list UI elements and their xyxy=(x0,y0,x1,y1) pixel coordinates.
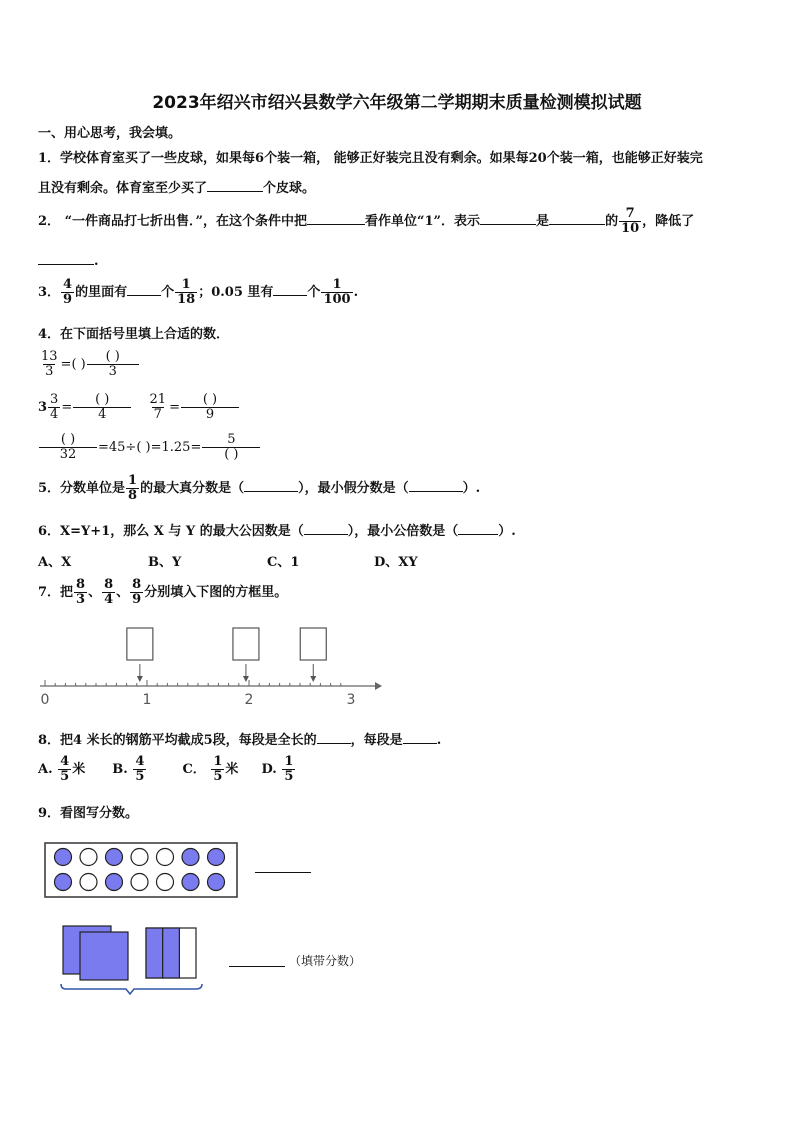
q3-text-a: 的里面有 xyxy=(75,285,128,300)
question-4: 4．在下面括号里填上合适的数． xyxy=(38,327,230,342)
filled-circle xyxy=(208,849,225,866)
filled-circle xyxy=(55,874,72,891)
q9-blank-1[interactable] xyxy=(255,872,311,873)
q3-text-d: 个 xyxy=(307,285,321,300)
q9-note: （填带分数） xyxy=(289,954,362,968)
q1-answer-blank[interactable] xyxy=(207,179,263,192)
pointer-arrow-head-icon xyxy=(243,676,249,682)
page-title: 2023年绍兴市绍兴县数学六年级第二学期期末质量检测模拟试题 xyxy=(152,93,642,113)
q4-row-1 xyxy=(38,350,140,379)
question-9: 9．看图写分数。 xyxy=(38,806,139,821)
answer-box-2[interactable] xyxy=(233,628,259,660)
q3-number: 3． xyxy=(38,285,61,300)
q4-r2-answer-frac-2[interactable]: $\frac{( )}{9}$ xyxy=(181,393,239,422)
number-line-figure xyxy=(30,620,390,710)
question-1-line2 xyxy=(38,177,315,196)
q7-fraction-2: $\frac{8}{4}$ xyxy=(104,577,114,607)
q3-blank-1[interactable] xyxy=(127,283,161,296)
section-heading: 一、用心思考，我会填。 xyxy=(38,126,182,141)
q4-r2-whole: 3 xyxy=(38,400,48,415)
q3-text-e: . xyxy=(353,285,359,300)
number-line-boxes xyxy=(127,628,326,682)
q4-r2-eq-2: = xyxy=(169,400,180,415)
q4-r1-eq: =( ) xyxy=(60,357,86,372)
empty-circle xyxy=(80,874,97,891)
q2-end: . xyxy=(94,254,99,269)
q4-r3-answer-frac[interactable]: $\frac{( )}{32}$ xyxy=(39,433,97,462)
answer-box-1[interactable] xyxy=(127,628,153,660)
tick-label-3: 3 xyxy=(346,692,356,708)
q8-option-d[interactable]: D. $\frac{1}{5}$ xyxy=(261,754,294,784)
tick-label-2: 2 xyxy=(244,692,254,708)
q3-blank-2[interactable] xyxy=(273,283,307,296)
q4-r2-frac-c: $\frac{21}{7}$ xyxy=(149,392,167,422)
q7-fraction-1: $\frac{8}{3}$ xyxy=(76,577,86,607)
question-6 xyxy=(38,520,516,539)
q5-text-b: 的最大真分数是（ xyxy=(140,481,245,496)
q1-text-a: 且没有剩余。体育室至少买了 xyxy=(38,181,208,196)
q2-text-a: 2． “一件商品打七折出售．”，在这个条件中把 xyxy=(38,214,308,229)
filled-circle xyxy=(106,874,123,891)
empty-circle xyxy=(131,849,148,866)
filled-circle xyxy=(106,849,123,866)
q8-blank-1[interactable] xyxy=(317,731,351,744)
q6-text-b: ），最小公倍数是（ xyxy=(347,524,459,539)
q2-text-c: 是 xyxy=(536,214,550,229)
partial-square-part-2 xyxy=(163,928,180,978)
brace-icon xyxy=(61,984,202,994)
q8-blank-2[interactable] xyxy=(403,731,437,744)
empty-circle xyxy=(131,874,148,891)
number-line-ticks xyxy=(45,680,341,686)
q2-text-e: ，降低了 xyxy=(642,214,695,229)
q3-text-b: 个 xyxy=(161,285,175,300)
question-5 xyxy=(38,474,480,503)
pointer-arrow-head-icon xyxy=(137,676,143,682)
tick-label-1: 1 xyxy=(142,692,152,708)
q2-blank-2[interactable] xyxy=(480,212,536,225)
q3-fraction-2: $\frac{1}{18}$ xyxy=(177,277,196,307)
q6-blank-1[interactable] xyxy=(304,522,348,535)
q7-sep-2: 、 xyxy=(116,585,130,600)
q5-text-c: ），最小假分数是（ xyxy=(298,481,409,496)
answer-box-3[interactable] xyxy=(300,628,326,660)
q4-r3-answer-frac-2[interactable]: $\frac{5}{( )}$ xyxy=(202,433,260,462)
q2-text-d: 的 xyxy=(605,214,619,229)
q6-option-c[interactable]: C、1 xyxy=(267,555,300,570)
q8-option-c[interactable]: C． $\frac{1}{5}$ 米 xyxy=(182,754,239,784)
q2-blank-1[interactable] xyxy=(307,212,365,225)
q6-text-c: ）. xyxy=(498,524,516,539)
empty-circle xyxy=(157,849,174,866)
partial-square-part-1 xyxy=(146,928,163,978)
q2-blank-4[interactable] xyxy=(38,252,94,265)
filled-circle xyxy=(182,849,199,866)
q5-blank-2[interactable] xyxy=(409,479,463,492)
q4-r1-frac: $\frac{13}{3}$ xyxy=(41,349,58,379)
q8-text-a: 8．把4 米长的钢筋平均截成5段，每段是全长的 xyxy=(38,733,317,748)
q8-text-c: . xyxy=(436,733,442,748)
q8-options xyxy=(38,755,296,784)
q4-row-2 xyxy=(38,393,240,422)
q3-fraction-3: $\frac{1}{100}$ xyxy=(323,277,351,307)
tick-label-0: 0 xyxy=(40,692,50,708)
filled-circle xyxy=(208,874,225,891)
q7-text-a: 7．把 xyxy=(38,585,74,600)
question-8 xyxy=(38,729,441,748)
q6-option-d[interactable]: D、XY xyxy=(374,555,418,570)
q2-blank-3[interactable] xyxy=(549,212,605,225)
q5-blank-1[interactable] xyxy=(244,479,298,492)
q3-text-c: ；0.05 里有 xyxy=(198,285,274,300)
whole-square-front xyxy=(80,932,128,980)
q7-fraction-3: $\frac{8}{9}$ xyxy=(132,577,142,607)
q6-option-a[interactable]: A、X xyxy=(38,555,72,570)
question-2 xyxy=(38,202,694,242)
number-line-arrow xyxy=(375,682,382,690)
q4-r3-mid: =45÷( )=1.25= xyxy=(98,440,202,455)
pointer-arrow-head-icon xyxy=(310,676,316,682)
question-2-line2 xyxy=(38,252,99,269)
square-pieces-figure xyxy=(56,922,206,998)
q4-r2-eq: = xyxy=(61,400,73,415)
q5-text-a: 5．分数单位是 xyxy=(38,481,126,496)
q7-text-b: 分别填入下图的方框里。 xyxy=(144,585,288,600)
q3-fraction-1: $\frac{4}{9}$ xyxy=(63,277,73,307)
question-3 xyxy=(38,278,358,307)
q8-option-b[interactable]: B. $\frac{4}{5}$ xyxy=(112,754,145,784)
q2-fraction: $\frac{7}{10}$ xyxy=(621,206,640,236)
q2-text-b: 看作单位“1”．表示 xyxy=(365,214,481,229)
q7-sep-1: 、 xyxy=(88,585,102,600)
q9-blank-2[interactable] xyxy=(229,966,285,967)
q5-fraction: $\frac{1}{8}$ xyxy=(128,473,138,503)
q4-r1-answer-frac[interactable]: $\frac{( )}{3}$ xyxy=(87,350,139,379)
circle-grid-figure xyxy=(44,842,238,898)
q4-r2-answer-frac[interactable]: $\frac{( )}{4}$ xyxy=(73,393,131,422)
q6-text-a: 6．X=Y+1，那么 X 与 Y 的最大公因数是（ xyxy=(38,524,304,539)
q4-r2-frac: $\frac{3}{4}$ xyxy=(50,392,59,422)
q8-option-a[interactable]: A. $\frac{4}{5}$ 米 xyxy=(38,754,86,784)
question-7 xyxy=(38,578,287,607)
q6-blank-2[interactable] xyxy=(458,522,498,535)
q6-option-b[interactable]: B、Y xyxy=(148,555,182,570)
q5-text-d: ）. xyxy=(462,481,481,496)
q1-text-b: 个皮球。 xyxy=(263,181,316,196)
question-1-line1: 1．学校体育室买了一些皮球，如果每6个装一箱， 能够正好装完且没有剩余。如果每20个装一箱，也能够正好装完 xyxy=(38,151,703,166)
q4-row-3 xyxy=(38,433,261,462)
empty-circle xyxy=(157,874,174,891)
filled-circle xyxy=(55,849,72,866)
filled-circle xyxy=(182,874,199,891)
q8-text-b: ，每段是 xyxy=(350,733,403,748)
empty-circle xyxy=(80,849,97,866)
